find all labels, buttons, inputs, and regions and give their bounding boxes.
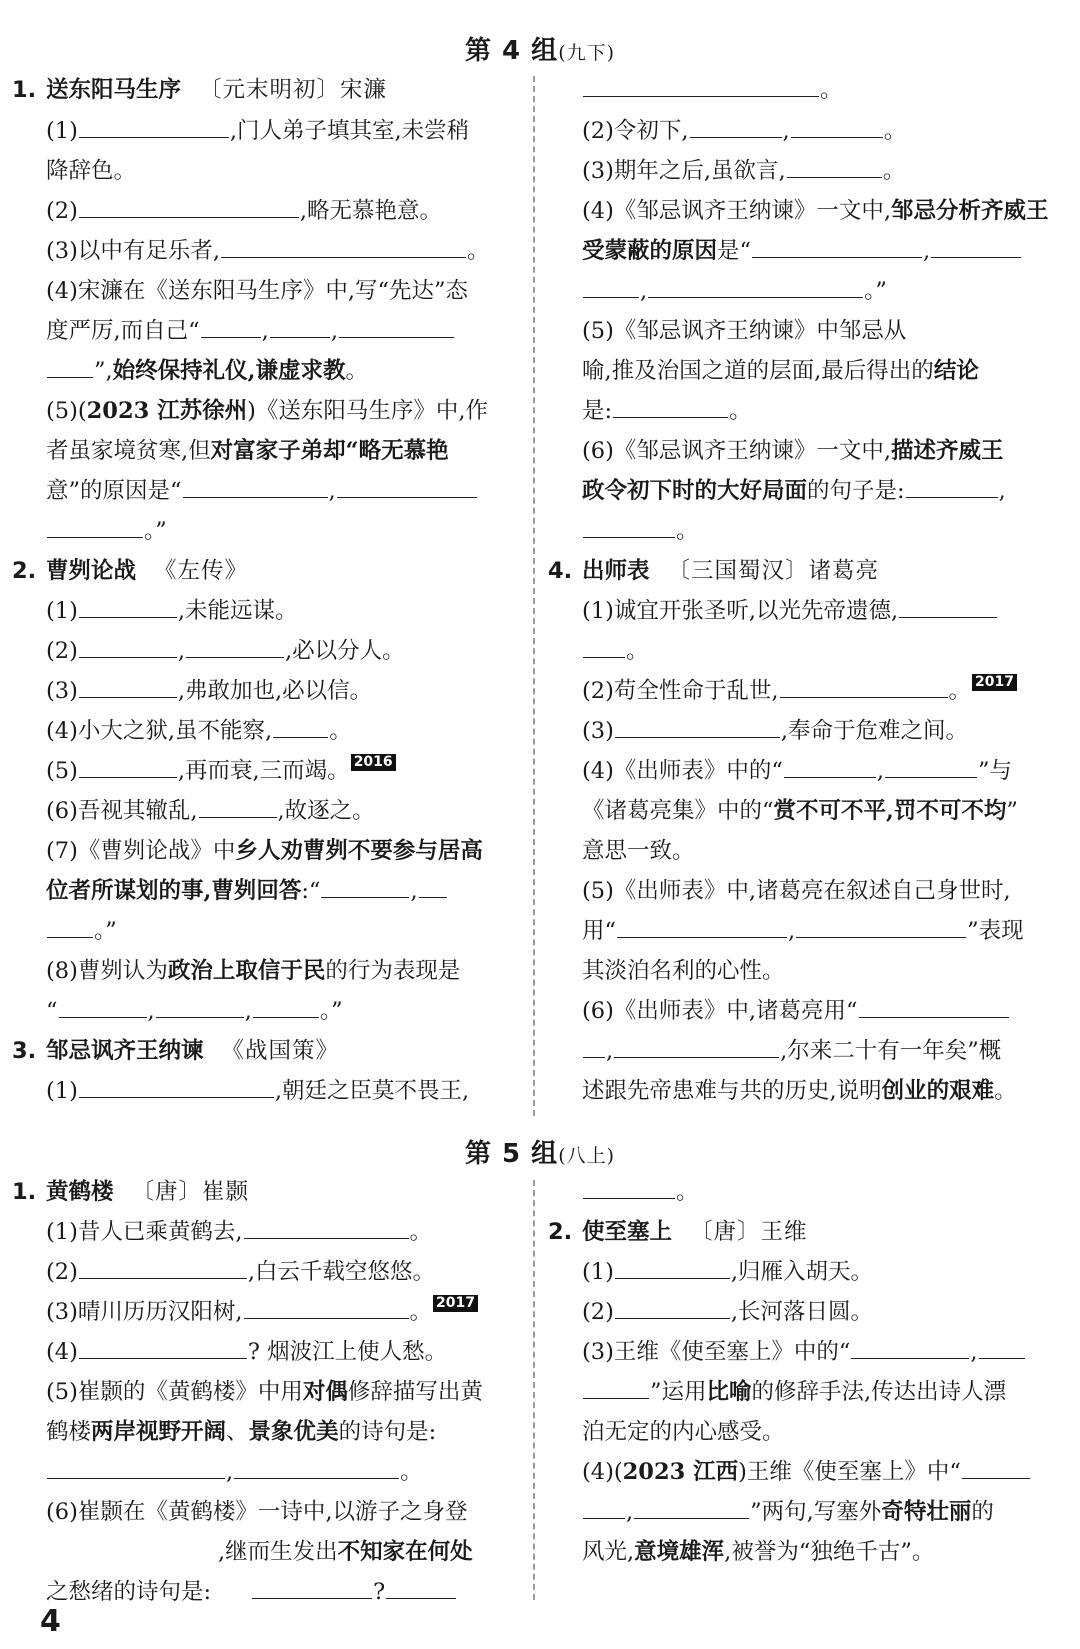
question-line: 喻,推及治国之道的层面,最后得出的结论	[582, 358, 979, 384]
answer-blank[interactable]	[690, 113, 782, 138]
answer-blank[interactable]	[270, 313, 330, 338]
answer-blank[interactable]	[79, 193, 299, 218]
answer-blank[interactable]	[583, 273, 639, 298]
question-line: , ,尔来二十有一年矣”概	[582, 1031, 1058, 1071]
question-line: , 。”	[582, 271, 1058, 311]
answer-blank[interactable]	[787, 153, 882, 178]
question-line: 。	[582, 70, 1058, 110]
answer-blank[interactable]	[79, 593, 177, 618]
answer-blank[interactable]	[885, 753, 977, 778]
question-line: (6)《出师表》中,诸葛亮用“	[582, 991, 1058, 1031]
question-line: (2) ,长河落日圆。	[582, 1292, 1058, 1332]
answer-blank[interactable]	[47, 1534, 217, 1559]
answer-blank[interactable]	[615, 713, 780, 738]
answer-blank[interactable]	[186, 633, 284, 658]
question-line: 受蒙蔽的原因是“ ,	[582, 231, 1058, 271]
answer-blank[interactable]	[906, 473, 998, 498]
answer-blank[interactable]	[252, 1574, 372, 1599]
column-divider	[533, 1180, 535, 1600]
answer-blank[interactable]	[47, 513, 143, 538]
answer-blank[interactable]	[648, 273, 863, 298]
answer-blank[interactable]	[201, 313, 261, 338]
answer-blank[interactable]	[79, 1073, 274, 1098]
question-3-heading: 3. 邹忌讽齐王纳谏 《战国策》	[12, 1038, 340, 1064]
question-line: 政令初下时的大好局面的句子是: ,	[582, 471, 1058, 511]
answer-blank[interactable]	[419, 873, 447, 898]
question-line: 鹤楼两岸视野开阔、景象优美的诗句是:	[46, 1419, 437, 1445]
question-line: (3)晴川历历汉阳树, 。 2017	[46, 1292, 522, 1332]
answer-blank[interactable]	[931, 233, 1021, 258]
answer-blank[interactable]	[386, 1574, 456, 1599]
question-2-heading: 2. 曹刿论战 《左传》	[12, 558, 249, 584]
answer-blank[interactable]	[79, 1254, 247, 1279]
exam-year-badge: 2017	[433, 1295, 478, 1312]
exam-year-badge: 2016	[351, 754, 396, 771]
question-line: (3)期年之后,虽欲言, 。	[582, 151, 1058, 191]
question-line: 。”	[46, 511, 522, 551]
question-line: (3)王维《使至塞上》中的“ ,	[582, 1332, 1058, 1372]
question-line: (5)《出师表》中,诸葛亮在叙述自己身世时,	[582, 878, 1011, 904]
question-line: (1)昔人已乘黄鹤去, 。	[46, 1212, 522, 1252]
question-line: , ”两句,写塞外奇特壮丽的	[582, 1492, 1058, 1532]
question-line: (4) ? 烟波江上使人愁。	[46, 1332, 522, 1372]
question-line: (3)以中有足乐者, 。	[46, 231, 522, 271]
question-1-heading: 1. 送东阳马生序 〔元末明初〕宋濂	[12, 77, 388, 103]
question-line: (1) ,门人弟子填其室,未尝稍	[46, 111, 522, 151]
answer-blank[interactable]	[859, 993, 1009, 1018]
question-line: (2)令初下, , 。	[582, 111, 1058, 151]
answer-blank[interactable]	[752, 233, 922, 258]
question-line: 《诸葛亮集》中的“赏不可不平,罚不可不均”	[582, 798, 1018, 824]
question-line: (5) ,再而衰,三而竭。 2016	[46, 751, 522, 791]
question-line: (6)崔颢在《黄鹤楼》一诗中,以游子之身登	[46, 1499, 468, 1525]
column-divider	[533, 76, 535, 1116]
question-line: 。	[582, 1172, 1058, 1212]
question-line: 泊无定的内心感受。	[582, 1419, 785, 1445]
answer-blank[interactable]	[634, 1494, 749, 1519]
question-line: (2)苟全性命于乱世, 。 2017	[582, 671, 1058, 711]
answer-blank[interactable]	[784, 753, 876, 778]
question-line: (4)《出师表》中的“ , ”与	[582, 751, 1058, 791]
poem-2-heading: 2. 使至塞上 〔唐〕王维	[548, 1219, 808, 1245]
answer-blank[interactable]	[583, 72, 819, 97]
question-4-heading: 4. 出师表 〔三国蜀汉〕诸葛亮	[548, 558, 880, 584]
question-line: (2) ,白云千载空悠悠。	[46, 1252, 522, 1292]
question-line: 。	[582, 511, 1058, 551]
question-line: (6)吾视其辙乱, ,故逐之。	[46, 791, 522, 831]
answer-blank[interactable]	[183, 473, 328, 498]
answer-blank[interactable]	[47, 353, 93, 378]
answer-blank[interactable]	[253, 993, 319, 1018]
answer-blank[interactable]	[583, 1033, 605, 1058]
question-line: (4)《邹忌讽齐王纳谏》一文中,邹忌分析齐威王	[582, 198, 1049, 224]
question-line: 者虽家境贫寒,但对富家子弟却“略无慕艳	[46, 438, 449, 464]
answer-blank[interactable]	[583, 1374, 649, 1399]
question-line: 意”的原因是“ ,	[46, 471, 522, 511]
question-line: 之愁绪的诗句是: ?	[46, 1572, 522, 1612]
question-line: (4)宋濂在《送东阳马生序》中,写“先达”态	[46, 278, 469, 304]
answer-blank[interactable]	[615, 1254, 730, 1279]
question-line: 降辞色。	[46, 158, 137, 184]
question-line: (5)崔颢的《黄鹤楼》中用对偶修辞描写出黄	[46, 1379, 483, 1405]
answer-blank[interactable]	[321, 873, 409, 898]
question-line: “ , , 。”	[46, 991, 522, 1031]
answer-blank[interactable]	[79, 113, 229, 138]
answer-blank[interactable]	[780, 673, 948, 698]
question-line: 。	[582, 631, 1058, 671]
question-line: (5)《邹忌讽齐王纳谏》中邹忌从	[582, 318, 907, 344]
poem-1-heading: 1. 黄鹤楼 〔唐〕崔颢	[12, 1179, 250, 1205]
question-line: (3) ,奉命于危难之间。	[582, 711, 1058, 751]
group-4-title: 第 4 组(九下)	[464, 36, 616, 66]
answer-blank[interactable]	[79, 1334, 247, 1359]
answer-blank[interactable]	[583, 513, 675, 538]
question-line: (7)《曹刿论战》中乡人劝曹刿不要参与居高	[46, 838, 483, 864]
question-line: ”,始终保持礼仪,谦虚求教。	[46, 351, 522, 391]
answer-blank[interactable]	[199, 793, 277, 818]
question-line: 。”	[46, 911, 522, 951]
answer-blank[interactable]	[273, 713, 328, 738]
answer-blank[interactable]	[979, 1334, 1025, 1359]
answer-blank[interactable]	[851, 1334, 969, 1359]
question-line: 是: 。	[582, 391, 1058, 431]
answer-blank[interactable]	[617, 913, 787, 938]
answer-blank[interactable]	[583, 1494, 625, 1519]
question-line: (4)小大之狱,虽不能察, 。	[46, 711, 522, 751]
answer-blank[interactable]	[221, 233, 466, 258]
question-line: ”运用比喻的修辞手法,传达出诗人漂	[582, 1372, 1058, 1412]
answer-blank[interactable]	[79, 753, 177, 778]
question-line: 述跟先帝患难与共的历史,说明创业的艰难。	[582, 1078, 1017, 1104]
question-line: 其淡泊名利的心性。	[582, 958, 785, 984]
question-line: , 。	[46, 1452, 522, 1492]
answer-blank[interactable]	[79, 673, 177, 698]
question-line: (2) ,略无慕艳意。	[46, 191, 522, 231]
question-line: (5)(2023 江苏徐州)《送东阳马生序》中,作	[46, 398, 489, 424]
answer-blank[interactable]	[244, 1214, 409, 1239]
answer-blank[interactable]	[796, 913, 966, 938]
answer-blank[interactable]	[583, 633, 625, 658]
answer-blank[interactable]	[79, 633, 177, 658]
question-line: (6)《邹忌讽齐王纳谏》一文中,描述齐威王	[582, 438, 1004, 464]
exam-year-badge: 2017	[972, 674, 1017, 691]
question-line: 用“ , ”表现	[582, 911, 1058, 951]
answer-blank[interactable]	[962, 1454, 1030, 1479]
question-line: (1) ,朝廷之臣莫不畏王,	[46, 1071, 522, 1111]
question-line: 度严厉,而自己“ , ,	[46, 311, 522, 351]
answer-blank[interactable]	[339, 313, 454, 338]
answer-blank[interactable]	[791, 113, 883, 138]
answer-blank[interactable]	[583, 1174, 675, 1199]
question-line: (1) ,未能远谋。	[46, 591, 522, 631]
group-5-title: 第 5 组(八上)	[464, 1139, 616, 1169]
answer-blank[interactable]	[613, 393, 728, 418]
question-line: (3) ,弗敢加也,必以信。	[46, 671, 522, 711]
question-line: (1)诚宜开张圣听,以光先帝遗德,	[582, 591, 1058, 631]
page-number: 4	[40, 1604, 61, 1639]
answer-blank[interactable]	[337, 473, 477, 498]
question-line: (1) ,归雁入胡天。	[582, 1252, 1058, 1292]
question-line: (4)(2023 江西)王维《使至塞上》中“	[582, 1452, 1058, 1492]
answer-blank[interactable]	[234, 1454, 399, 1479]
question-line: ,继而生发出不知家在何处	[46, 1532, 522, 1572]
question-line: 风光,意境雄浑,被誉为“独绝千古”。	[582, 1539, 935, 1565]
answer-blank[interactable]	[244, 1294, 409, 1319]
answer-blank[interactable]	[47, 1454, 225, 1479]
question-line: 位者所谋划的事,曹刿回答:“ ,	[46, 871, 522, 911]
question-line: (8)曹刿认为政治上取信于民的行为表现是	[46, 958, 461, 984]
answer-blank[interactable]	[47, 913, 93, 938]
question-line: (2) , ,必以分人。	[46, 631, 522, 671]
answer-blank[interactable]	[615, 1294, 730, 1319]
answer-blank[interactable]	[614, 1033, 779, 1058]
answer-blank[interactable]	[899, 593, 997, 618]
answer-blank[interactable]	[59, 993, 147, 1018]
question-line: 意思一致。	[582, 838, 695, 864]
answer-blank[interactable]	[156, 993, 244, 1018]
